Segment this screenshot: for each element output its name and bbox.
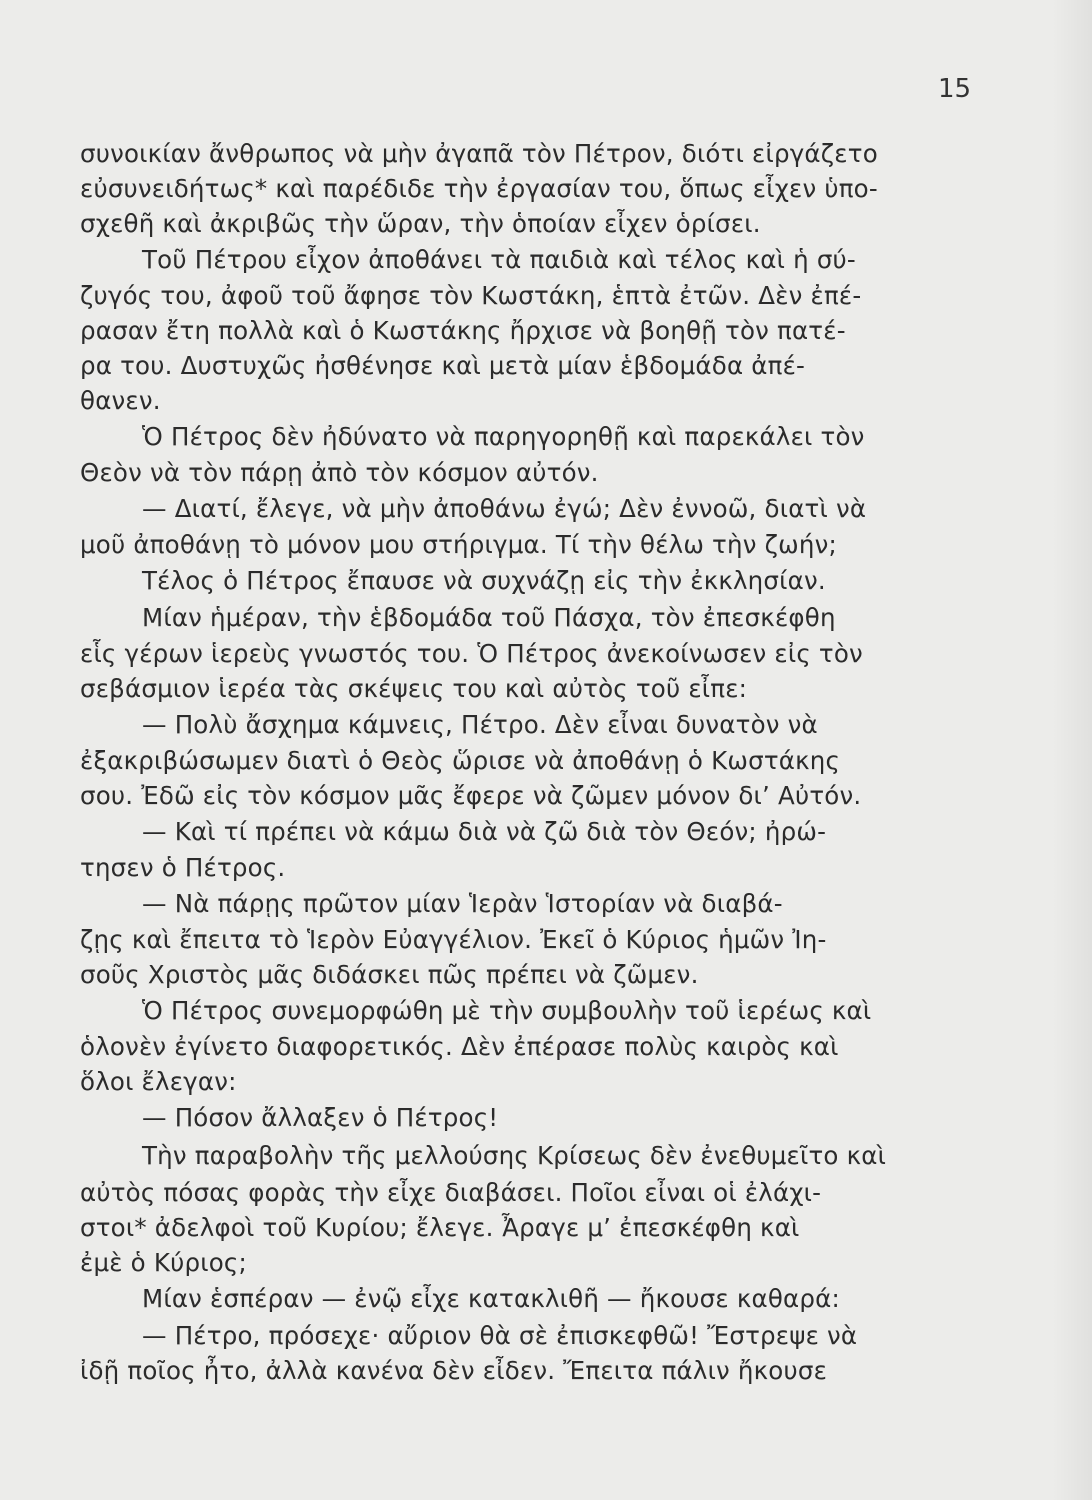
text-line: σχεθῆ καὶ ἀκριβῶς τὴν ὥραν, τὴν ὁποίαν εἶχεν ὁρίσει. — [80, 209, 761, 238]
text-line: σοῦς Χριστὸς μᾶς διδάσκει πῶς πρέπει νὰ ζῶμεν. — [80, 960, 699, 989]
text-line: Μίαν ἑσπέραν — ἐνῷ εἶχε κατακλιθῆ — ἤκουσε καθαρά: — [142, 1284, 840, 1313]
text-line: ὅλοι ἔλεγαν: — [80, 1067, 237, 1096]
text-line: — Πολὺ ἄσχημα κάμνεις, Πέτρο. Δὲν εἶναι δυνατὸν νὰ — [142, 710, 818, 739]
text-line: Ὁ Πέτρος δὲν ἠδύνατο νὰ παρηγορηθῇ καὶ παρεκάλει τὸν — [142, 422, 865, 451]
text-line: θανεν. — [80, 386, 161, 415]
text-line: ζυγός του, ἀφοῦ τοῦ ἄφησε τὸν Κωστάκη, ἑπτὰ ἐτῶν. Δὲν ἐπέ- — [80, 281, 862, 310]
text-line: ζῃς καὶ ἔπειτα τὸ Ἱερὸν Εὐαγγέλιον. Ἐκεῖ ὁ Κύριος ἡμῶν Ἰη- — [80, 925, 827, 954]
text-line: Ὁ Πέτρος συνεμορφώθη μὲ τὴν συμβουλὴν τοῦ ἱερέως καὶ — [142, 996, 872, 1025]
text-line: συνοικίαν ἄνθρωπος νὰ μὴν ἀγαπᾶ τὸν Πέτρον, διότι εἰργάζετο — [80, 139, 878, 168]
text-line: εὐσυνειδήτως* καὶ παρέδιδε τὴν ἐργασίαν του, ὅπως εἶχεν ὑπο- — [80, 174, 878, 203]
text-line: Τοῦ Πέτρου εἶχον ἀποθάνει τὰ παιδιὰ καὶ τέλος καὶ ἡ σύ- — [142, 245, 856, 274]
text-line: ἐμὲ ὁ Κύριος; — [80, 1248, 247, 1277]
text-line: — Πόσον ἄλλαξεν ὁ Πέτρος! — [142, 1103, 499, 1132]
text-line: — Νὰ πάρῃς πρῶτον μίαν Ἱερὰν Ἱστορίαν νὰ διαβά- — [142, 889, 783, 918]
text-line: Μίαν ἡμέραν, τὴν ἑβδομάδα τοῦ Πάσχα, τὸν ἐπεσκέφθη — [142, 603, 836, 632]
text-line: ρασαν ἔτη πολλὰ καὶ ὁ Κωστάκης ἤρχισε νὰ βοηθῇ τὸν πατέ- — [80, 316, 846, 345]
text-line: — Πέτρο, πρόσεχε· αὔριον θὰ σὲ ἐπισκεφθῶ! Ἔστρεψε νὰ — [142, 1321, 858, 1350]
text-line: ρα του. Δυστυχῶς ἠσθένησε καὶ μετὰ μίαν ἑβδομάδα ἀπέ- — [80, 351, 806, 380]
text-line: τησεν ὁ Πέτρος. — [80, 853, 286, 882]
text-line: σου. Ἐδῶ εἰς τὸν κόσμον μᾶς ἔφερε νὰ ζῶμεν μόνον δι’ Αὐτόν. — [80, 781, 862, 810]
text-line: — Καὶ τί πρέπει νὰ κάμω διὰ νὰ ζῶ διὰ τὸν Θεόν; ἠρώ- — [142, 817, 827, 846]
text-line: ἰδῇ ποῖος ἦτο, ἀλλὰ κανένα δὲν εἶδεν. Ἔπειτα πάλιν ἤκουσε — [80, 1356, 828, 1385]
page-number: 15 — [938, 74, 972, 104]
text-line: ὁλονὲν ἐγίνετο διαφορετικός. Δὲν ἐπέρασε πολὺς καιρὸς καὶ — [80, 1032, 839, 1061]
text-line: σεβάσμιον ἱερέα τὰς σκέψεις του καὶ αὐτὸς τοῦ εἶπε: — [80, 674, 748, 703]
text-line: — Διατί, ἔλεγε, νὰ μὴν ἀποθάνω ἐγώ; Δὲν ἐννοῶ, διατὶ νὰ — [142, 494, 867, 523]
text-line: στοι* ἀδελφοὶ τοῦ Κυρίου; ἔλεγε. Ἆραγε μ’ ἐπεσκέφθη καὶ — [80, 1213, 800, 1242]
text-line: ἐξακριβώσωμεν διατὶ ὁ Θεὸς ὥρισε νὰ ἀποθάνῃ ὁ Κωστάκης — [80, 746, 841, 775]
page-edge-shadow — [1052, 0, 1092, 1500]
text-line: Τὴν παραβολὴν τῆς μελλούσης Κρίσεως δὲν ἐνεθυμεῖτο καὶ — [142, 1141, 887, 1170]
text-line: εἷς γέρων ἱερεὺς γνωστός του. Ὁ Πέτρος ἀνεκοίνωσεν εἰς τὸν — [80, 639, 863, 668]
text-line: Τέλος ὁ Πέτρος ἔπαυσε νὰ συχνάζῃ εἰς τὴν ἐκκλησίαν. — [142, 566, 826, 595]
text-line: αὐτὸς πόσας φορὰς τὴν εἶχε διαβάσει. Ποῖοι εἶναι οἱ ἐλάχι- — [80, 1178, 822, 1207]
body-text — [80, 136, 960, 1388]
text-line: Θεὸν νὰ τὸν πάρῃ ἀπὸ τὸν κόσμον αὐτόν. — [80, 458, 599, 487]
text-line: μοῦ ἀποθάνῃ τὸ μόνον μου στήριγμα. Τί τὴν θέλω τὴν ζωήν; — [80, 530, 837, 559]
